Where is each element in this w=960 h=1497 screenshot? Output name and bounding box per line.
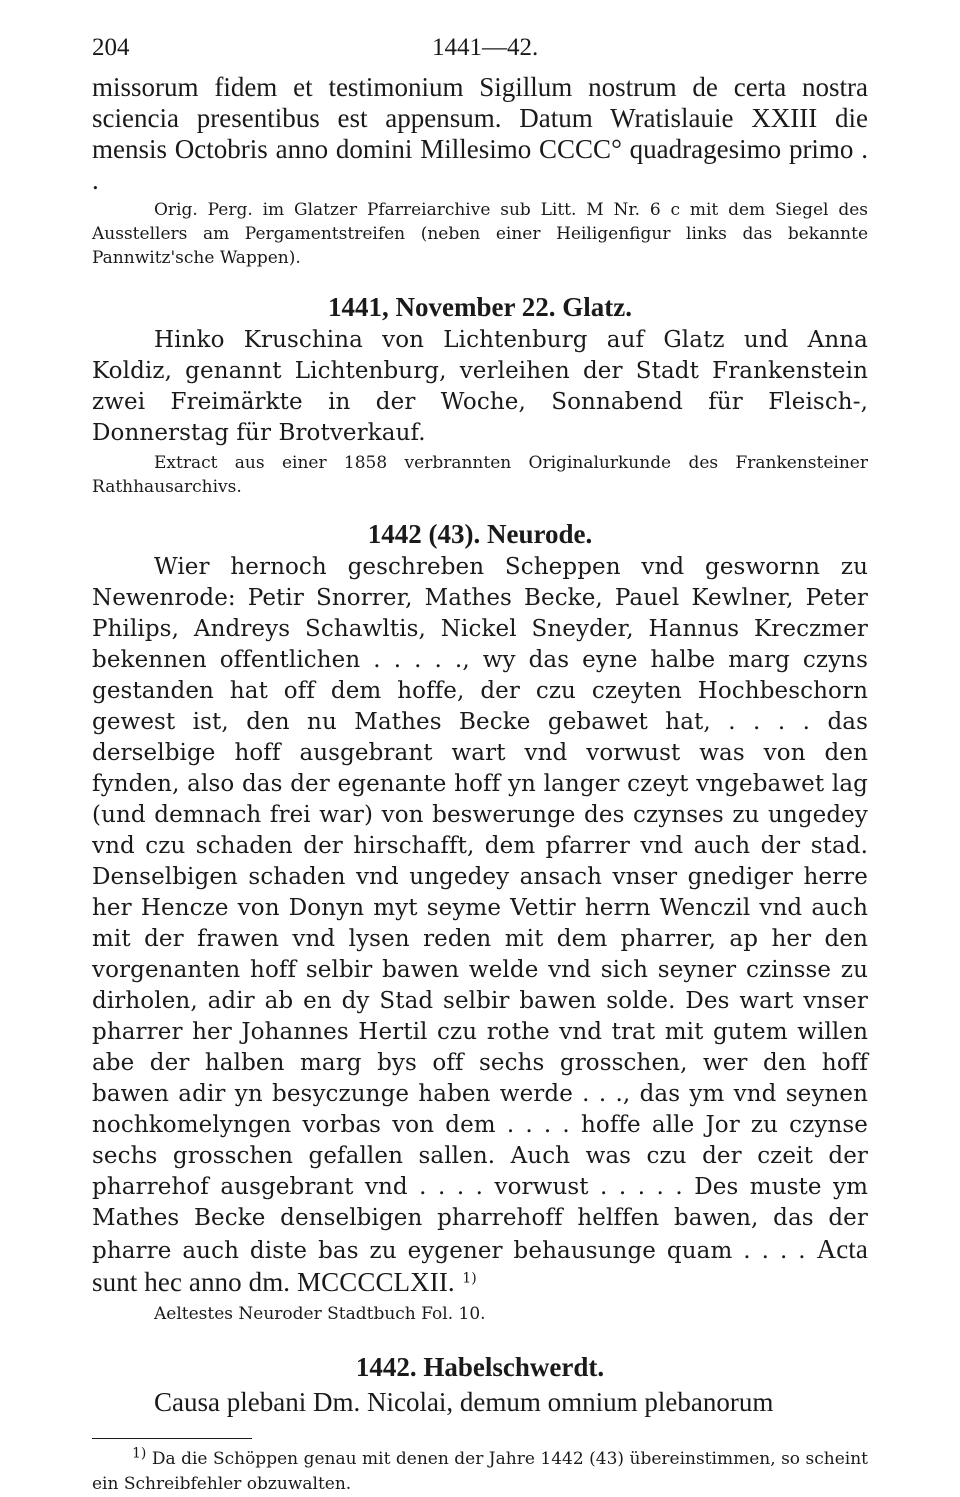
entry4-heading: 1442. Habelschwerdt. <box>355 1352 605 1382</box>
footnote-reference: 1) <box>462 1270 477 1287</box>
entry3-body: Wier hernoch geschreben Scheppen vnd geswornn zu Newenrode: Petir Snorrer, Mathes Becke, Pauel Kewlner, Peter Philips, Andreys Schawltis, Nickel Sneyder, Hannus Kreczmer bekennen offentlichen . . . . ., wy das eyne halbe marg czyns gestanden hat off dem hoffe, der czu czeyten Hochbeschorn gewest ist, den nu Mathes Becke gebawet hat, . . . . das derselbige hoff ausgebrant wart vnd vorwust was von den fynden, also das der egenante hoff yn langer czeyt vngebawet lag (und demnach frei war) von beswerunge des czynses zu ungedey vnd czu schaden der hirschafft, dem pfarrer vnd auch der stad. Denselbigen schaden vnd ungedey ansach vnser gnediger herre her Hencze von Donyn myt seyme Vettir herrn Wenczil vnd auch mit der frawen vnd lysen reden mit dem pharrer, ap her den vorgenanten hoff selbir bawen welde vnd sich seyner czinsse zu dirholen, adir ab en dy Stad selbir bawen solde. Des wart vnser pharrer her Johannes Hertil czu rothe vnd trat mit gutem willen abe der halben marg bys off sechs grosschen, wer den hoff bawen adir yn besyczunge haben werde . . ., das ym vnd seynen nochkomelyngen vorbas von dem . . . . hoffe alle Jor zu czynse sechs grosschen gefallen sallen. Auch was czu der czeit der pharrehof ausgebrant vnd . . . . vorwust . . . . . Des muste ym Mathes Becke denselbigen pharrehoff helffen bawen, das der pharre auch diste bas zu eygener behausunge quam . . . . <box>92 554 868 1264</box>
entry3-latin-end: Acta sunt hec anno dm. MCCCCLXII. <box>92 1234 868 1297</box>
entry3-source-note: Aeltestes Neuroder Stadtbuch Fol. 10. <box>154 1304 486 1324</box>
footnote-marker: 1) <box>132 1445 147 1462</box>
running-year-range: 1441—42. <box>432 34 539 61</box>
entry4-text: Causa plebani Dm. Nicolai, demum omnium plebanorum <box>154 1387 774 1417</box>
entry3-text <box>92 552 868 1300</box>
footnote <box>92 1447 868 1497</box>
running-head <box>92 28 868 72</box>
entry1-source-note: Orig. Perg. im Glatzer Pfarreiarchive sub Litt. M Nr. 6 c mit dem Siegel des Ausstellers am Pergamentstreifen (neben einer Heiligenfigur links das bekannte Pannwitz'sche Wappen). <box>92 200 868 268</box>
entry2-source-note: Extract aus einer 1858 verbrannten Originalurkunde des Frankensteiner Rathhausarchivs. <box>92 453 868 497</box>
entry1-text: missorum fidem et testimonium Sigillum nostrum de certa nostra sciencia presentibus est appensum. Datum Wratislauie XXIII die mensis Octobris anno domini Millesimo CCCC° quadragesimo primo . . <box>92 72 868 195</box>
entry2-heading: 1441, November 22. Glatz. <box>328 292 632 322</box>
footnote-rule <box>92 1438 252 1439</box>
page-number: 204 <box>92 34 130 61</box>
entry3-heading: 1442 (43). Neurode. <box>367 519 593 549</box>
entry2-text: Hinko Kruschina von Lichtenburg auf Glatz und Anna Koldiz, genannt Lichtenburg, verleihen der Stadt Frankenstein zwei Freimärkte in der Woche, Sonnabend für Fleisch-, Donnerstag für Brotverkauf. <box>92 327 868 446</box>
footnote-text: Da die Schöppen genau mit denen der Jahre 1442 (43) übereinstimmen, so scheint ein Schreibfehler obzuwalten. <box>92 1449 868 1494</box>
